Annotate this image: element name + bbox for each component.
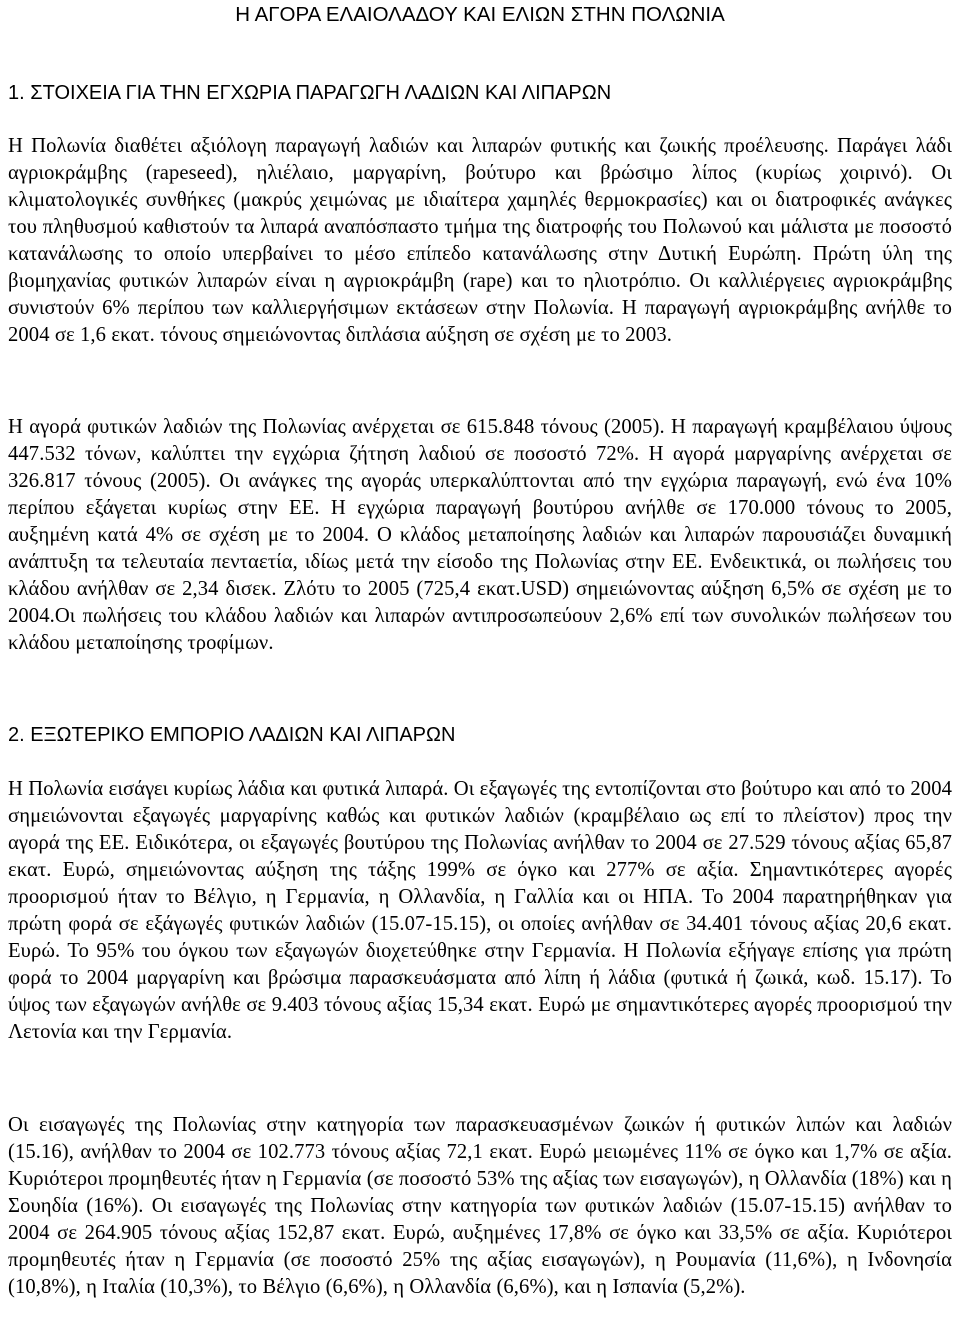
section-2-heading: 2. ΕΞΩΤΕΡΙΚΟ ΕΜΠΟΡΙΟ ΛΑΔΙΩΝ ΚΑΙ ΛΙΠΑΡΩΝ: [8, 724, 456, 746]
section-1-paragraph-2: Η αγορά φυτικών λαδιών της Πολωνίας ανέρχεται σε 615.848 τόνους (2005). Η παραγωγή κραμβέλαιου ύψους 447.532 τόνων, καλύπτει την εγχώρια ζήτηση λαδιού σε ποσοστό 72%. Η αγορά μαργαρίνης ανέρχεται σε 326.817 τόνους (2005). Οι ανάγκες της αγοράς υπερκαλύπτονται από την εγχώρια παραγωγή, ενώ ένα 10% περίπου εξάγεται κυρίως στην ΕΕ. Η εγχώρια παραγωγή βουτύρου ανήλθε σε 170.000 τόνους το 2005, αυξημένη κατά 4% σε σχέση με το 2004. Ο κλάδος μεταποίησης λαδιών και λιπαρών παρουσιάζει δυναμική ανάπτυξη τα τελευταία πενταετία, ιδίως μετά την είσοδο της Πολωνίας στην ΕΕ. Ενδεικτικά, οι πωλήσεις του κλάδου ανήλθαν σε 2,34 δισεκ. Ζλότυ το 2005 (725,4 εκατ.USD) σημειώνοντας αύξηση 6,5% σε σχέση με το 2004.Οι πωλήσεις του κλάδου λαδιών και λιπαρών αντιπροσωπεύουν 2,6% επί των συνολικών πωλήσεων του κλάδου μεταποίησης τροφίμων.: [8, 416, 952, 654]
document-title: Η ΑΓΟΡΑ ΕΛΑΙΟΛΑΔΟΥ ΚΑΙ ΕΛΙΩΝ ΣΤΗΝ ΠΟΛΩΝΙΑ: [235, 3, 725, 26]
section-2-paragraph-1: Η Πολωνία εισάγει κυρίως λάδια και φυτικά λιπαρά. Οι εξαγωγές της εντοπίζονται στο βούτυρο και από το 2004 σημειώνονται εξαγωγές μαργαρίνης καθώς και φυτικών λαδιών (κραμβέλαιο ως επί το πλείστον) προς την αγορά της ΕΕ. Ειδικότερα, οι εξαγωγές βουτύρου της Πολωνίας ανήλθαν το 2004 σε 27.529 τόνους αξίας 65,87 εκατ. Ευρώ, σημειώνοντας αύξηση της τάξης 199% σε όγκο και 277% σε αξία. Σημαντικότερες αγορές προορισμού ήταν το Βέλγιο, η Γερμανία, η Ολλανδία, η Γαλλία και οι ΗΠΑ. Το 2004 παρατηρήθηκαν για πρώτη φορά σε εξάγωγές φυτικών λαδιών (15.07-15.15), οι οποίες ανήλθαν σε 34.401 τόνους αξίας 20,6 εκατ. Ευρώ. Το 95% του όγκου των εξαγωγών διοχετεύθηκε στην Γερμανία. Η Πολωνία εξήγαγε επίσης για πρώτη φορά το 2004 μαργαρίνη και βρώσιμα παρασκευάσματα από λίπη ή λάδια (φυτικά ή ζωικά, κωδ. 15.17). Το ύψος των εξαγωγών ανήλθε σε 9.403 τόνους αξίας 15,34 εκατ. Ευρώ με σημαντικότερες αγορές προορισμού την Λετονία και την Γερμανία.: [8, 778, 952, 1043]
section-1-heading: 1. ΣΤΟΙΧΕΙΑ ΓΙΑ ΤΗΝ ΕΓΧΩΡΙΑ ΠΑΡΑΓΩΓΗ ΛΑΔΙΩΝ ΚΑΙ ΛΙΠΑΡΩΝ: [8, 82, 612, 104]
section-1-paragraph-1: Η Πολωνία διαθέτει αξιόλογη παραγωγή λαδιών και λιπαρών φυτικής και ζωικής προέλευσης. Παράγει λάδι αγριοκράμβης (rapeseed), ηλιέλαιο, μαργαρίνη, βούτυρο και βρώσιμο λίπος (κυρίως χοιρινό). Οι κλιματολογικές συνθήκες (μακρύς χειμώνας με ιδιαίτερα χαμηλές θερμοκρασίες) και οι διατροφικές ανάγκες του πληθυσμού καθιστούν τα λιπαρά αναπόσπαστο τμήμα της διατροφής του Πολωνού και μάλιστα με ποσοστό κατανάλωσης το οποίο υπερβαίνει το μέσο επίπεδο κατανάλωσης στην Δυτική Ευρώπη. Πρώτη ύλη της βιομηχανίας φυτικών λιπαρών είναι η αγριοκράμβη (rape) και το ηλιοτρόπιο. Οι καλλιέργειες αγριοκράμβης συνιστούν 6% περίπου των καλλιεργήσιμων εκτάσεων στην Πολωνία. Η παραγωγή αγριοκράμβης ανήλθε το 2004 σε 1,6 εκατ. τόνους σημειώνοντας διπλάσια αύξηση σε σχέση με το 2003.: [8, 135, 952, 346]
section-2-paragraph-2: Οι εισαγωγές της Πολωνίας στην κατηγορία των παρασκευασμένων ζωικών ή φυτικών λιπών και λαδιών (15.16), ανήλθαν το 2004 σε 102.773 τόνους αξίας 72,1 εκατ. Ευρώ μειωμένες 11% σε όγκο και 1,7% σε αξία. Κυριότεροι προμηθευτές ήταν η Γερμανία (σε ποσοστό 53% της αξίας των εισαγωγών), η Ολλανδία (18%) και η Σουηδία (16%). Οι εισαγωγές της Πολωνίας στην κατηγορία των φυτικών λαδιών (15.07-15.15) ανήλθαν το 2004 σε 264.905 τόνους αξίας 152,87 εκατ. Ευρώ, αυξημένες 17,8% σε όγκο και 33,5% σε αξία. Κυριότεροι προμηθευτές ήταν η Γερμανία (σε ποσοστό 25% της αξίας εισαγωγών), η Ρουμανία (11,6%), η Ινδονησία (10,8%), η Ιταλία (10,3%), το Βέλγιο (6,6%), η Ολλανδία (6,6%), και η Ισπανία (5,2%).: [8, 1114, 952, 1298]
